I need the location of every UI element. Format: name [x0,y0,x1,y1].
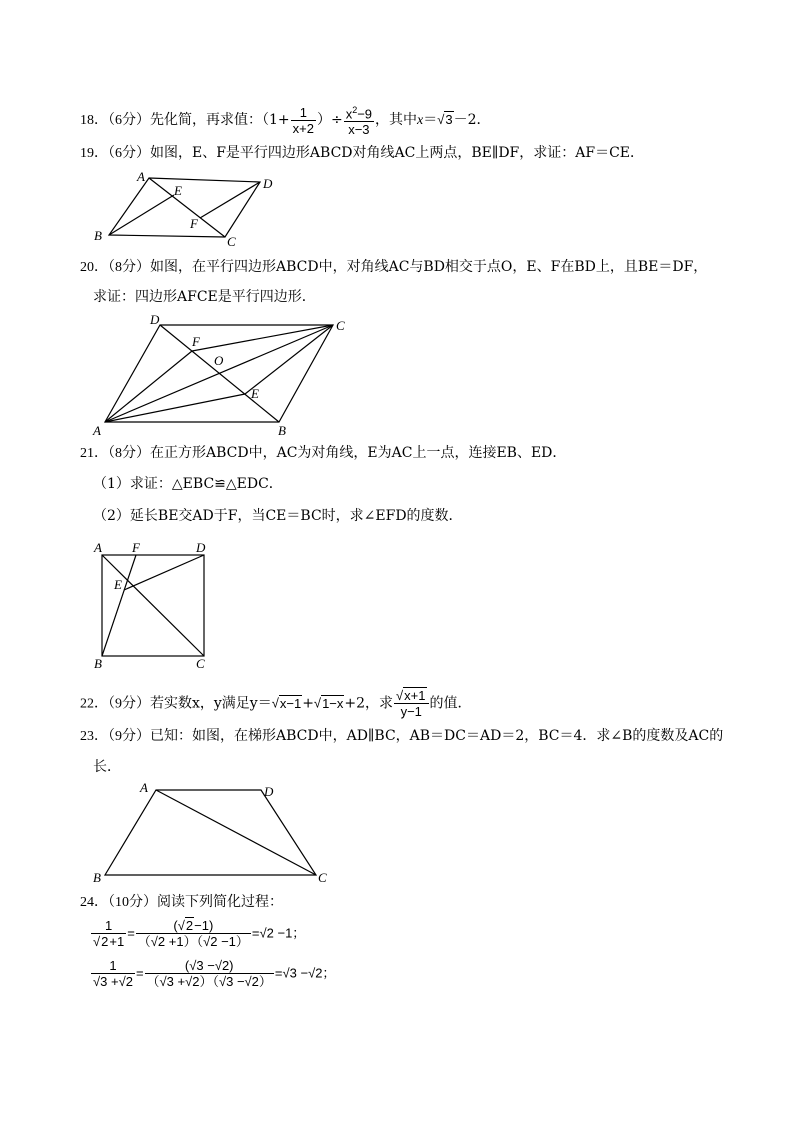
q24-example-1: $\frac{1}{√2+1}$ = $\frac{(√2-1)}{(√2 +1)(√2 -1)}$ =√2 −1； [93,918,306,949]
q20-figure [88,310,358,440]
q20-segment-fc [192,325,333,351]
q18-f2-denominator: x−3 [348,122,370,138]
q24-ex2-mid [145,958,274,989]
q21-figure [88,538,218,673]
q20-label-a: A [93,423,101,438]
q21-part-1-text: （1）求证：△EBC≌△EDC． [93,476,283,492]
q21-part-2-text: （2）延长BE交AD于F，当CE＝BC时，求∠EFD的度数． [93,508,463,524]
q22-numerator: √x+1 [394,688,428,704]
q22-number: 22．（9分） [80,696,150,712]
q19-number: 19．（6分） [80,146,150,161]
q19-label-a: A [137,169,145,184]
q18-f1-denominator: x+2 [292,120,314,136]
q23-label-d: D [264,784,274,799]
q20-segment-af [105,351,192,422]
q24-ex1-mid-close: −1) [194,918,214,933]
q21-part-1 [93,474,283,494]
q18-f1-numerator: 1 [291,105,316,121]
q18-fraction-1 [291,105,316,136]
q22-sqrt-1: √x−1 [271,695,302,711]
q23-trapezoid [105,790,316,875]
q21-diagonal-ac [102,555,204,656]
q24-text: 阅读下列简化过程： [157,894,283,910]
q24-ex1-mid-num: (√2−1) [136,918,251,934]
q24-ex1-lhs-num: 1 [91,918,126,934]
q18-text-c: ，其中 [375,112,418,129]
q24-ex1-lhs-den: √2+1 [93,934,125,949]
q23-label-b: B [93,870,101,885]
q18-f2-x: x [345,106,353,122]
q21-label-e: E [114,577,122,592]
q24-ex1-lhs-plus: +1 [109,934,125,949]
q22-line [80,688,472,719]
q23-line-2 [93,757,121,777]
q24-ex2-lhs-den: √3 +√2 [93,974,133,989]
q22-text-a: 若实数x，y满足y＝ [150,695,272,712]
q22-numerator-radicand: x+1 [404,688,426,703]
q18-sqrt: √3 [437,112,453,128]
q22-text-c: 的值． [429,695,472,712]
q18-line [80,103,491,137]
q21-number: 21．（8分） [80,446,150,461]
q19-label-f: F [190,216,198,231]
q24-ex1-mid-open: ( [173,918,178,933]
q20-text-2: 求证：四边形AFCE是平行四边形． [93,289,316,305]
q21-label-b: B [94,656,102,671]
q18-text-b: ）÷ [316,112,343,129]
q20-number: 20．（8分） [80,260,150,275]
q19-label-e: E [174,183,182,198]
q19-segment-df [200,182,260,218]
q18-radicand: 3 [445,112,453,128]
q24-ex2-result: =√3 −√2； [274,965,336,981]
q24-ex1-mid [136,918,251,949]
q24-number: 24．（10分） [80,895,157,910]
q24-ex2-mid-den: （√3 +√2）（√3 −√2） [146,974,272,989]
q18-f2-numerator [344,103,374,122]
q24-ex2-mid-num: (√3 −√2) [145,958,274,974]
q21-label-f: F [132,540,140,555]
q18-eq: ＝ [423,112,438,129]
q19-parallelogram [109,178,260,237]
q21-line-1 [80,443,566,464]
q22-plus: + [302,695,314,712]
q21-part-2 [93,506,463,526]
q23-diagonal-ac [156,790,316,875]
q20-line-2 [93,287,316,307]
q19-label-b: B [94,228,102,243]
q18-number: 18．（6分） [80,113,150,129]
q18-fraction-2 [344,103,374,137]
q18-f2-rest: −9 [357,106,373,122]
q22-fraction [394,688,428,719]
q24-ex1-mid-rad: 2 [185,918,194,933]
q19-figure [88,168,288,248]
q24-example-2: $\frac{1}{√3 +√2}$ = $\frac{(√3 -√2)}{(√3 +√2)(√3 -√2)}$ =√3 −√2； [93,958,336,989]
q23-figure [88,778,338,888]
q21-label-d: D [196,540,206,555]
q23-label-a: A [140,780,148,795]
q20-segment-ec [245,325,333,394]
q20-label-c: C [336,318,345,333]
q24-ex1-lhs [91,918,126,949]
q24-line [80,892,283,913]
q23-text-2: 长． [93,759,121,775]
q22-denominator: y−1 [400,704,422,719]
q21-label-a: A [94,540,102,555]
q22-sqrt-2: √1−x [313,695,344,711]
q18-x: x [417,113,424,129]
q22-radicand-1: x−1 [279,695,302,711]
q24-ex1-lhs-rad: 2 [101,934,109,949]
q22-text-b: +2，求 [344,695,394,712]
q24-ex1-result: =√2 −1； [251,925,306,941]
q23-text-1: 已知：如图，在梯形ABCD中，AD∥BC，AB＝DC＝AD＝2，BC＝4．求∠B的度数及AC的 [150,728,724,744]
q19-segment-be [109,195,174,235]
q20-label-b: B [278,423,286,438]
q19-line [80,143,644,164]
q20-label-o: O [214,353,224,368]
q19-label-d: D [263,176,273,191]
q22-radicand-2: 1−x [322,695,344,711]
q20-label-f: F [192,334,200,349]
q24-ex2-lhs [91,958,135,989]
q19-label-c: C [227,234,236,248]
q18-f2-exp: 2 [352,105,358,115]
q18-text-a: 先化简，再求值：（1+ [150,112,290,129]
q21-text: 在正方形ABCD中，AC为对角线，E为AC上一点，连接EB、ED． [150,445,567,461]
q18-text-d: －2． [453,112,491,129]
q21-segment-ed [124,555,204,590]
q19-diagonal-ac [149,178,225,237]
q20-label-d: D [150,312,160,327]
q19-text: 如图，E、F是平行四边形ABCD对角线AC上两点，BE∥DF，求证：AF＝CE． [150,145,645,161]
q23-number: 23．（9分） [80,729,150,744]
q21-segment-bf [102,555,136,656]
q24-ex1-mid-den: （√2 +1）（√2 −1） [137,934,249,949]
q20-text-1: 如图，在平行四边形ABCD中，对角线AC与BD相交于点O，E、F在BD上，且BE＝DF， [150,259,708,275]
q20-label-e: E [251,386,259,401]
q24-ex2-lhs-num: 1 [91,958,135,974]
q21-label-c: C [196,656,205,671]
q23-label-c: C [318,870,327,885]
q23-line-1 [80,726,723,747]
q20-line-1 [80,257,707,278]
q20-segment-ae [105,394,245,422]
